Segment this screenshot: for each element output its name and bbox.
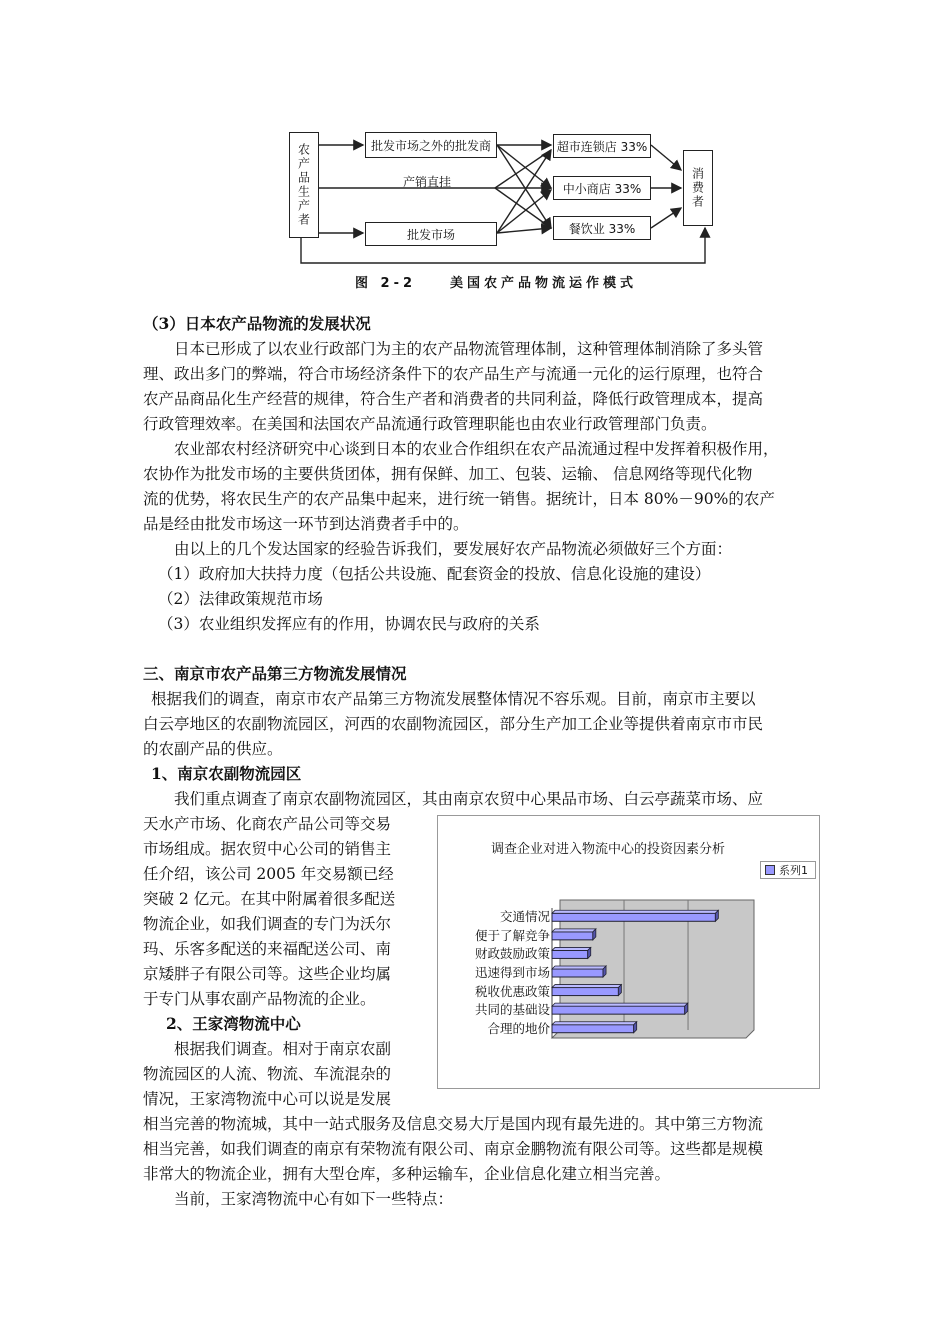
bar-top <box>552 929 596 932</box>
sub2-line: 相当完善，如我们调查的南京有荣物流有限公司、南京金鹏物流有限公司等。这些都是规模 <box>143 1140 764 1158</box>
sub2-line: 情况，王家湾物流中心可以说是发展 <box>143 1090 392 1108</box>
sub1-line: 京矮胖子有限公司等。这些企业均属 <box>143 965 392 983</box>
bar <box>552 950 588 958</box>
japan-heading: （3）日本农产品物流的发展状况 <box>143 314 371 333</box>
bar-top <box>552 1022 637 1025</box>
legend-label: 系列1 <box>779 864 808 877</box>
sub2-line: 当前，王家湾物流中心有如下一些特点： <box>174 1190 454 1208</box>
japan-line: 由以上的几个发达国家的经验告诉我们，要发展好农产品物流必须做好三个方面： <box>174 540 733 558</box>
japan-list-item: （2）法律政策规范市场 <box>158 590 323 608</box>
outside-wholesaler-box: 批发市场之外的批发商 <box>365 132 497 158</box>
bar-top <box>552 1003 688 1006</box>
category-label: 迅速得到市场 <box>474 965 550 980</box>
sub1-line: 物流企业，如我们调查的专门为沃尔 <box>143 915 392 933</box>
sub1-line: 天水产市场、化商农产品公司等交易 <box>143 815 392 833</box>
bar-top <box>552 947 591 950</box>
category-label: 交通情况 <box>499 909 550 925</box>
investment-factor-chart <box>437 815 820 1089</box>
figure-caption: 图 2-2 美国农产品物流运作模式 <box>355 276 638 291</box>
bar <box>552 913 715 921</box>
bar <box>552 1025 634 1033</box>
sub1-line: 我们重点调查了南京农副物流园区，其由南京农贸中心果品市场、白云亭蔬菜市场、应 <box>174 790 764 808</box>
bar-top <box>552 910 718 913</box>
nanjing-line: 的农副产品的供应。 <box>143 740 283 758</box>
bar <box>552 988 618 996</box>
wholesale-market-box: 批发市场 <box>365 222 497 246</box>
japan-line: 行政管理效率。在美国和法国农产品流通行政管理职能也由农业行政管理部门负责。 <box>143 415 717 433</box>
category-label: 合理的地价 <box>487 1020 550 1036</box>
sub1-heading: 1、南京农副物流园区 <box>151 764 302 783</box>
category-label: 财政鼓励政策 <box>474 946 550 962</box>
retail-box-small-shop: 中小商店 33% <box>553 176 651 200</box>
consumer-box: 消费者 <box>683 150 713 226</box>
category-label: 税收优惠政策 <box>474 983 550 999</box>
sub1-line: 于专门从事农副产品物流的企业。 <box>143 990 376 1008</box>
japan-line: 农业部农村经济研究中心谈到日本的农业合作组织在农产品流通过程中发挥着积极作用， <box>174 440 779 458</box>
direct-link-label: 产销直挂 <box>403 175 452 189</box>
japan-line: 理、政出多门的弊端，符合市场经济条件下的农产品生产与流通一元化的运行原理，也符合 <box>143 365 764 383</box>
sub1-line: 任介绍，该公司 2005 年交易额已经 <box>143 865 394 883</box>
sub2-line: 物流园区的人流、物流、车流混杂的 <box>143 1065 392 1083</box>
sub2-line: 根据我们调查。相对于南京农副 <box>174 1040 392 1058</box>
category-label: 便于了解竞争 <box>474 927 550 943</box>
japan-line: 流的优势，将农民生产的农产品集中起来，进行统一销售。据统计，日本 80%－90%的农产 <box>143 490 775 508</box>
japan-line: 农协作为批发市场的主要供货团体，拥有保鲜、加工、包装、运输、 信息网络等现代化物 <box>143 465 753 483</box>
us-logistics-diagram <box>285 120 715 300</box>
japan-list-item: （1）政府加大扶持力度（包括公共设施、配套资金的投放、信息化设施的建设） <box>158 565 711 583</box>
sub2-line: 相当完善的物流城，其中一站式服务及信息交易大厅是国内现有最先进的。其中第三方物流 <box>143 1115 764 1133</box>
japan-line: 农产品商品化生产经营的规律，符合生产者和消费者的共同利益，降低行政管理成本，提高 <box>143 390 764 408</box>
sub2-heading: 2、王家湾物流中心 <box>166 1014 301 1033</box>
sub1-line: 突破 2 亿元。在其中附属着很多配送 <box>143 890 396 908</box>
sub2-line: 非常大的物流企业，拥有大型仓库，多种运输车，企业信息化建立相当完善。 <box>143 1165 671 1183</box>
nanjing-line: 根据我们的调查，南京市农产品第三方物流发展整体情况不容乐观。目前，南京市主要以 <box>151 690 756 708</box>
japan-line: 日本已形成了以农业行政部门为主的农产品物流管理体制，这种管理体制消除了多头管 <box>174 340 764 358</box>
bar <box>552 932 593 940</box>
japan-line: 品是经由批发市场这一环节到达消费者手中的。 <box>143 515 469 533</box>
producer-box: 农产品生产者 <box>289 132 319 238</box>
japan-list-item: （3）农业组织发挥应有的作用，协调农民与政府的关系 <box>158 615 540 633</box>
bar <box>552 969 603 977</box>
bar-top <box>552 966 606 969</box>
nanjing-line: 白云亭地区的农副物流园区，河西的农副物流园区，部分生产加工企业等提供着南京市市民 <box>143 715 764 733</box>
bar-top <box>552 985 621 988</box>
retail-box-supermarket: 超市连锁店 33% <box>553 134 651 158</box>
chart-title: 调查企业对进入物流中心的投资因素分析 <box>490 842 725 857</box>
sub1-line: 玛、乐客多配送的来福配送公司、南 <box>143 940 392 958</box>
retail-box-catering: 餐饮业 33% <box>553 216 651 240</box>
bar <box>552 1006 685 1014</box>
nanjing-heading: 三、南京市农产品第三方物流发展情况 <box>143 664 407 683</box>
sub1-line: 市场组成。据农贸中心公司的销售主 <box>143 840 392 858</box>
category-label: 共同的基础设 <box>474 1002 550 1018</box>
